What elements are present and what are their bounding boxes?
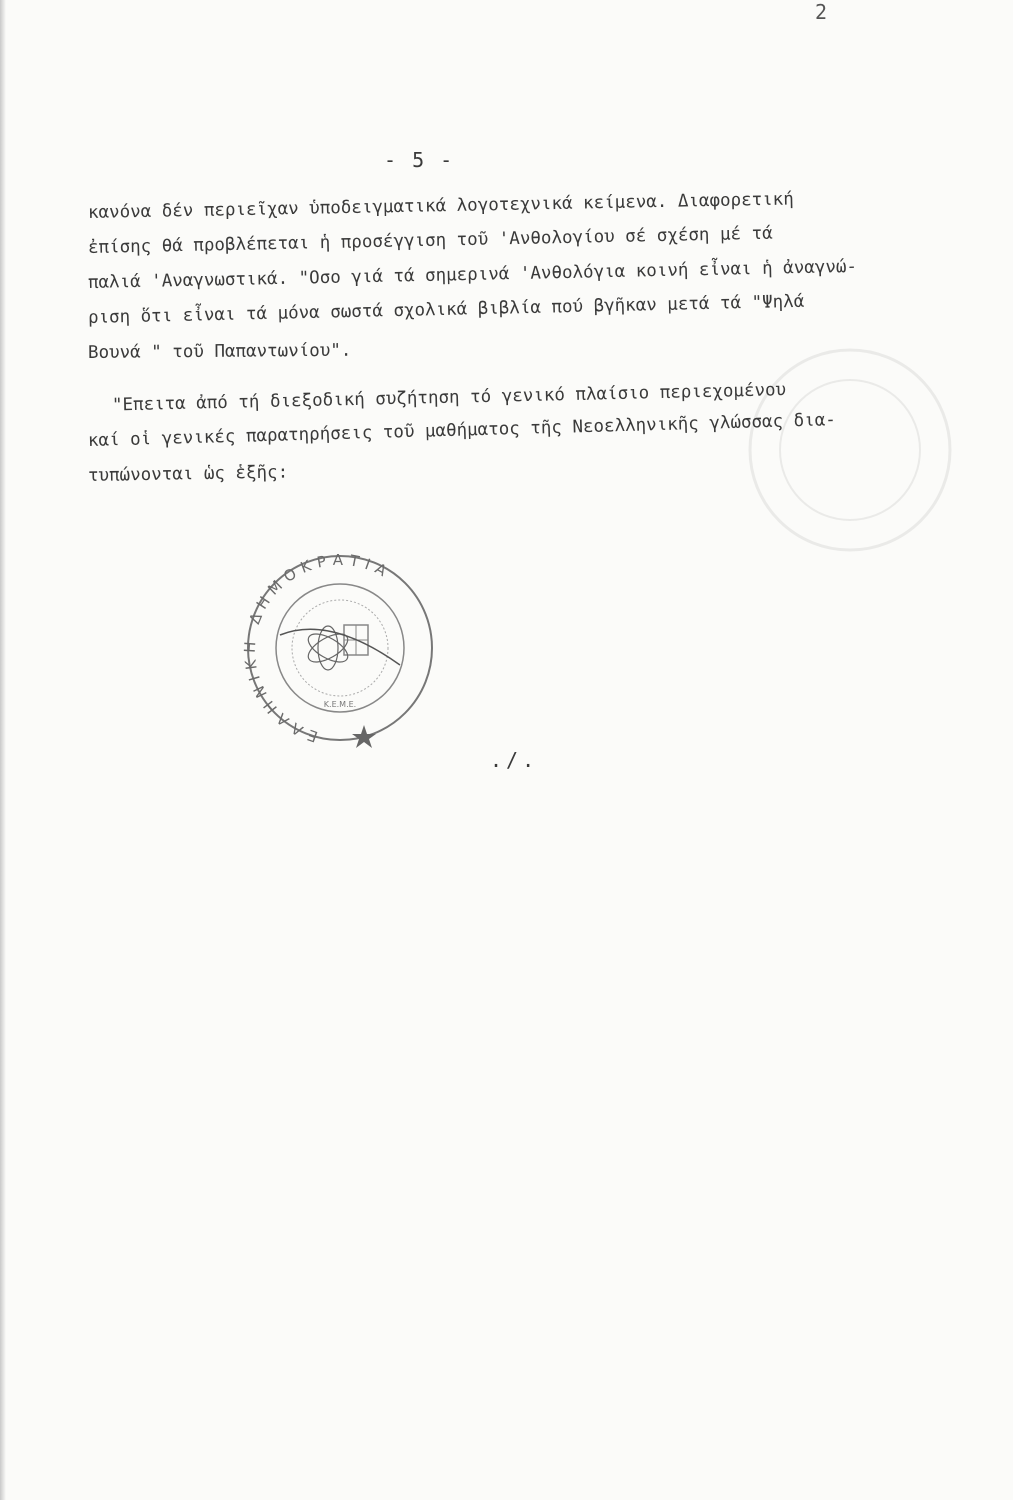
faint-bleedthrough-seal — [740, 340, 960, 560]
page-number: - 5 - — [384, 148, 455, 172]
official-seal-stamp — [240, 545, 440, 750]
text-line: τυπώνονται ὡς ἑξῆς: — [87, 462, 289, 486]
seal-inner-label: Κ.Ε.Μ.Ε. — [323, 700, 357, 709]
text-line: ριση ὅτι εἶναι τά μόνα σωστά σχολικά βιβλία πού βγῆκαν μετά τά "Ψηλά — [87, 291, 805, 328]
text-line: παλιά 'Αναγνωστικά. "Οσο γιά τά σημερινά 'Ανθολόγια κοινή εἶναι ἡ ἀναγνώ- — [87, 256, 858, 293]
svg-text:ΕΛΛΗΝΙΚΗ ΔΗΜΟΚΡΑΤΙΑ: ΕΛΛΗΝΙΚΗ ΔΗΜΟΚΡΑΤΙΑ — [240, 550, 395, 746]
text-line: Βουνά " τοῦ Παπαντωνίου". — [87, 340, 352, 363]
text-line: "Επειτα ἀπό τή διεξοδική συζήτηση τό γενικό πλαίσιο περιεχομένου — [111, 380, 787, 416]
page-edge-shadow — [0, 0, 6, 1500]
text-line: ἐπίσης θά προβλέπεται ἡ προσέγγιση τοῦ 'Ανθολογίου σέ σχέση μέ τά — [87, 223, 773, 258]
end-of-page-mark: ./. — [490, 748, 539, 772]
text-line: κανόνα δέν περιεῖχαν ὑποδειγματικά λογοτεχνικά κείμενα. Διαφορετική — [87, 189, 794, 223]
text-line: καί οἱ γενικές παρατηρήσεις τοῦ μαθήματος τῆς Νεοελληνικῆς γλώσσας δια- — [87, 410, 837, 451]
corner-page-number: 2 — [815, 0, 828, 24]
